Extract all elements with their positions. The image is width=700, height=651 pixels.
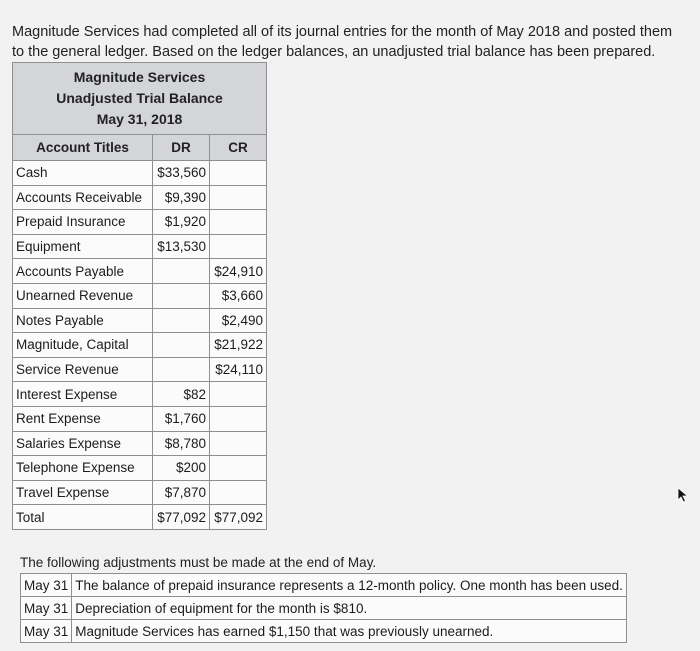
account-cell: Prepaid Insurance — [13, 210, 153, 235]
adjustments-title: The following adjustments must be made at the end of May. — [20, 555, 377, 570]
adjustment-description: The balance of prepaid insurance represents a 12-month policy. One month has been used. — [72, 574, 627, 597]
table-row — [13, 210, 267, 235]
account-cell: Magnitude, Capital — [13, 333, 153, 358]
dr-cell: $33,560 — [153, 161, 210, 186]
adjustment-date: May 31 — [21, 620, 72, 643]
account-cell: Rent Expense — [13, 406, 153, 431]
table-row — [13, 161, 267, 186]
intro-paragraph: Magnitude Services had completed all of its journal entries for the month of May 2018 and posted them to the general ledger. Based on the ledger balances, an unadjusted trial balance has been prepared. — [12, 24, 673, 60]
account-cell: Equipment — [13, 234, 153, 259]
dr-cell: $200 — [153, 456, 210, 481]
table-row — [13, 259, 267, 284]
account-cell: Total — [13, 505, 153, 530]
cr-cell: $77,092 — [210, 505, 267, 530]
table-row — [13, 333, 267, 358]
dr-cell: $13,530 — [153, 234, 210, 259]
adjustment-description: Depreciation of equipment for the month is $810. — [72, 597, 627, 620]
adjustments-table — [20, 573, 627, 643]
adjustment-row — [21, 620, 627, 643]
cr-cell — [210, 161, 267, 186]
cr-cell — [210, 210, 267, 235]
account-cell: Notes Payable — [13, 308, 153, 333]
account-cell: Travel Expense — [13, 480, 153, 505]
account-cell: Cash — [13, 161, 153, 186]
cr-cell: $24,910 — [210, 259, 267, 284]
table-row — [13, 406, 267, 431]
dr-cell: $9,390 — [153, 185, 210, 210]
trial-balance-table — [12, 62, 267, 530]
account-cell: Interest Expense — [13, 382, 153, 407]
dr-cell: $82 — [153, 382, 210, 407]
cr-cell — [210, 480, 267, 505]
dr-cell: $7,870 — [153, 480, 210, 505]
cr-cell: $3,660 — [210, 283, 267, 308]
account-cell: Accounts Receivable — [13, 185, 153, 210]
dr-cell: $8,780 — [153, 431, 210, 456]
dr-cell: $1,760 — [153, 406, 210, 431]
account-cell: Service Revenue — [13, 357, 153, 382]
cr-cell — [210, 185, 267, 210]
trial-balance-body — [13, 161, 267, 530]
table-row — [13, 234, 267, 259]
dr-cell — [153, 333, 210, 358]
dr-header: DR — [153, 135, 210, 161]
column-header-row — [13, 135, 267, 161]
table-row — [13, 505, 267, 530]
cr-cell — [210, 406, 267, 431]
table-row — [13, 480, 267, 505]
table-row — [13, 456, 267, 481]
table-row — [13, 283, 267, 308]
table-row — [13, 382, 267, 407]
adjustment-row — [21, 574, 627, 597]
cr-cell: $24,110 — [210, 357, 267, 382]
trial-balance-header — [13, 63, 267, 135]
dr-cell: $1,920 — [153, 210, 210, 235]
dr-cell — [153, 283, 210, 308]
account-cell: Telephone Expense — [13, 456, 153, 481]
cr-cell: $21,922 — [210, 333, 267, 358]
dr-cell — [153, 308, 210, 333]
dr-cell: $77,092 — [153, 505, 210, 530]
company-name: Magnitude Services — [73, 69, 206, 85]
cr-cell — [210, 431, 267, 456]
report-title: Unadjusted Trial Balance — [56, 90, 223, 106]
cr-cell — [210, 382, 267, 407]
cr-header: CR — [210, 135, 267, 161]
cr-cell: $2,490 — [210, 308, 267, 333]
report-date: May 31, 2018 — [96, 111, 183, 127]
table-row — [13, 357, 267, 382]
adjustment-date: May 31 — [21, 574, 72, 597]
cr-cell — [210, 456, 267, 481]
table-row — [13, 185, 267, 210]
adjustment-date: May 31 — [21, 597, 72, 620]
dr-cell — [153, 259, 210, 284]
account-titles-header: Account Titles — [13, 135, 153, 161]
account-cell: Salaries Expense — [13, 431, 153, 456]
mouse-cursor-icon — [677, 487, 689, 503]
account-cell: Accounts Payable — [13, 259, 153, 284]
adjustments-body — [21, 574, 627, 643]
adjustment-row — [21, 597, 627, 620]
cr-cell — [210, 234, 267, 259]
dr-cell — [153, 357, 210, 382]
table-row — [13, 431, 267, 456]
account-cell: Unearned Revenue — [13, 283, 153, 308]
adjustment-description: Magnitude Services has earned $1,150 that was previously unearned. — [72, 620, 627, 643]
table-row — [13, 308, 267, 333]
